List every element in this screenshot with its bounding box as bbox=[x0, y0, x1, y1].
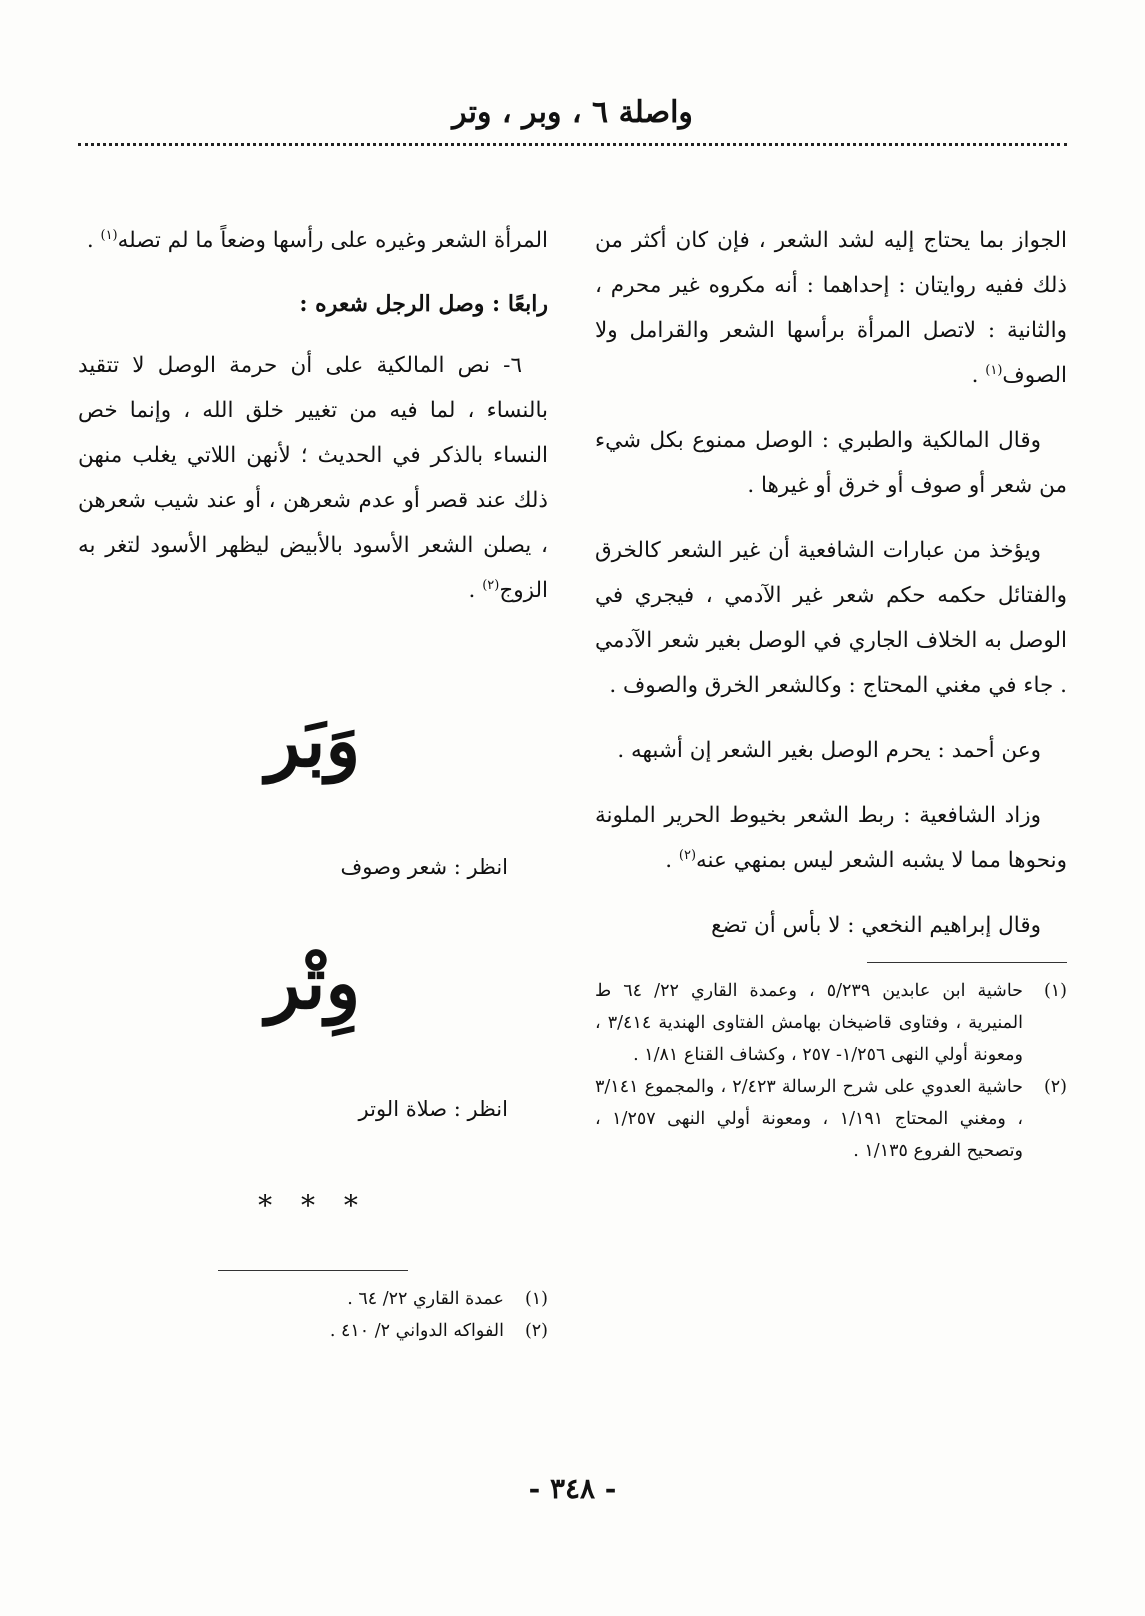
footnote-marker: (١) bbox=[1043, 981, 1067, 1001]
section-subheading: رابعًا : وصل الرجل شعره : bbox=[299, 291, 548, 317]
header-dotted-rule bbox=[78, 143, 1067, 146]
footnote-text: الفواكه الدواني ٢/ ٤١٠ . bbox=[329, 1321, 504, 1341]
entry-headword: وَبَر bbox=[265, 698, 361, 783]
footnote-item bbox=[78, 1283, 548, 1315]
footnote-marker: (٢) bbox=[524, 1321, 548, 1341]
paragraph-4: وعن أحمد : يحرم الوصل بغير الشعر إن أشبهه . bbox=[617, 738, 1041, 763]
spacer bbox=[78, 777, 548, 847]
continuation-paragraph bbox=[78, 218, 548, 263]
section-paragraph-text: ٦- نص المالكية على أن حرمة الوصل لا تتقيد بالنساء ، لما فيه من تغيير خلق الله ، وإنما خص النساء بالذكر في الحديث ؛ لأنهن اللاتي يغلب منهن ذلك عند قصر أو عدم شعرهن ، أو عند شيب شعرهن ، يصلن الشعر الأسود بالأبيض ليظهر الأسود لتغر به الزوج bbox=[78, 353, 548, 603]
paragraph-1 bbox=[595, 218, 1067, 398]
spacer bbox=[78, 633, 548, 705]
page-number: - ٣٤٨ - bbox=[528, 1472, 617, 1505]
footnote-ref-2: (٢) bbox=[482, 577, 500, 593]
continuation-text: المرأة الشعر وغيره على رأسها وضعاً ما لم تصله bbox=[117, 228, 548, 253]
footnote-marker: (١) bbox=[524, 1289, 548, 1309]
paragraph-6: وقال إبراهيم النخعي : لا بأس أن تضع bbox=[711, 913, 1041, 938]
paragraph-5-end: . bbox=[665, 848, 679, 873]
paragraph-1-end: . bbox=[971, 363, 986, 388]
footnote-text: عمدة القاري ٢٢/ ٦٤ . bbox=[347, 1289, 504, 1309]
see-also-reference: انظر : صلاة الوتر bbox=[358, 1097, 508, 1121]
right-column bbox=[595, 218, 1067, 1167]
footnote-ref-1: (١) bbox=[985, 362, 1003, 378]
entry-headword: وِتْر bbox=[265, 940, 361, 1025]
paragraph-2: وقال المالكية والطبري : الوصل ممنوع بكل شيء من شعر أو صوف أو خرق أو غيرها . bbox=[595, 428, 1067, 498]
footnote-ref-1: (١) bbox=[100, 227, 118, 243]
paragraph-1-text: الجواز بما يحتاج إليه لشد الشعر ، فإن كان أكثر من ذلك ففيه روايتان : إحداهما : أنه مكروه غير محرم ، والثانية : لاتصل المرأة برأسها الشعر والقرامل ولا الصوف bbox=[595, 228, 1067, 388]
footnote-item bbox=[78, 1315, 548, 1347]
footnote-item bbox=[595, 1071, 1067, 1167]
section-end-ornament: * * * bbox=[258, 1189, 368, 1222]
spacer bbox=[78, 1222, 548, 1270]
paragraph-3: ويؤخذ من عبارات الشافعية أن غير الشعر كالخرق والفتائل حكمه حكم شعر غير الآدمي ، فيجري في الوصل به الخلاف الجاري في الوصل بغير شعر الآدمي . جاء في مغني المحتاج : وكالشعر الخرق والصوف . bbox=[595, 538, 1067, 698]
spacer bbox=[78, 1019, 548, 1089]
footnote-text: حاشية العدوي على شرح الرسالة ٢/٤٢٣ ، والمجموع ٣/١٤١ ، ومغني المحتاج ١/١٩١ ، ومعونة أولي النهى ١/٢٥٧ ، وتصحيح الفروع ١/١٣٥ . bbox=[595, 1077, 1023, 1161]
spacer bbox=[78, 887, 548, 947]
continuation-end: . bbox=[86, 228, 101, 253]
footnote-ref-2: (٢) bbox=[678, 847, 697, 863]
paragraph-5 bbox=[595, 793, 1067, 883]
footnote-text: حاشية ابن عابدين ٥/٢٣٩ ، وعمدة القاري ٢٢/ ٦٤ ط المنيرية ، وفتاوى قاضيخان بهامش الفتاوى الهندية ٣/٤١٤ ، ومعونة أولي النهى ١/٢٥٦- ٢٥٧ ، وكشاف القناع ١/٨١ . bbox=[595, 981, 1023, 1065]
footnote-item bbox=[595, 975, 1067, 1071]
see-also-reference: انظر : شعر وصوف bbox=[340, 855, 508, 879]
spacer bbox=[78, 1129, 548, 1189]
footnote-separator bbox=[867, 962, 1067, 963]
paragraph-5-text: وزاد الشافعية : ربط الشعر بخيوط الحرير الملونة ونحوها مما لا يشبه الشعر ليس بمنهي عنه bbox=[595, 803, 1067, 873]
left-column bbox=[78, 218, 548, 1347]
running-header-title: واصلة ٦ ، وبر ، وتر bbox=[452, 95, 693, 130]
section-paragraph-end: . bbox=[468, 578, 483, 603]
footnote-marker: (٢) bbox=[1043, 1077, 1067, 1097]
section-paragraph bbox=[78, 343, 548, 613]
footnote-separator bbox=[218, 1270, 408, 1271]
